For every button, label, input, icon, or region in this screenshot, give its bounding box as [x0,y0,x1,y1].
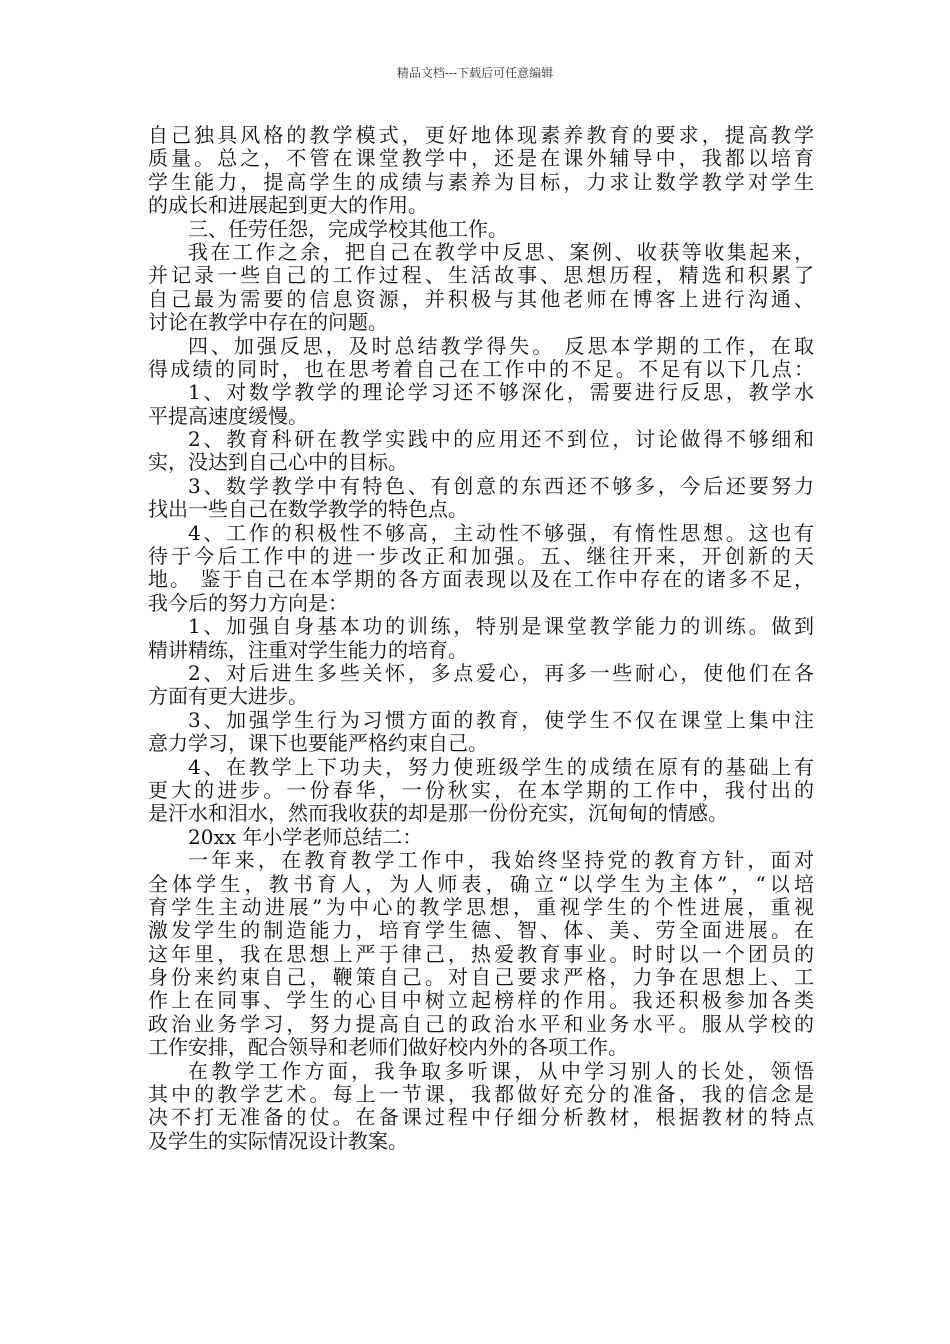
text-line: 质量。总之，不管在课堂教学中，还是在课外辅导中，我都以培育 [148,146,814,171]
text-line: 3、加强学生行为习惯方面的教育，使学生不仅在课堂上集中注 [188,707,814,732]
text-line: 意力学习，课下也要能严格约束自己。 [148,731,488,756]
text-line: 的成长和进展起到更大的作用。 [148,193,428,218]
text-line: 及学生的实际情况设计教案。 [148,1128,408,1153]
text-line: 4、在教学上下功夫，努力使班级学生的成绩在原有的基础上有 [188,754,814,779]
text-line: 政治业务学习，努力提高自己的政治水平和业务水平。服从学校的 [148,1011,814,1036]
text-line: 四、加强反思，及时总结教学得失。 反思本学期的工作，在取 [188,333,814,358]
text-line: 作上在同事、学生的心目中树立起榜样的作用。我还积极参加各类 [148,988,814,1013]
text-line: 三、任劳任怨，完成学校其他工作。 [188,216,508,241]
text-line: 我在工作之余，把自己在教学中反思、案例、收获等收集起来， [188,239,814,264]
text-line: 是汗水和泪水，然而我收获的却是那一份份充实，沉甸甸的情感。 [148,801,728,826]
text-line: 激发学生的制造能力，培育学生德、智、体、美、劳全面进展。在 [148,918,814,943]
text-line: 讨论在教学中存在的问题。 [148,310,388,335]
text-line: 2、对后进生多些关怀，多点爱心，再多一些耐心，使他们在各 [188,660,814,685]
text-line: 2、教育科研在教学实践中的应用还不到位，讨论做得不够细和 [188,427,814,452]
text-line: 更大的进步。一份春华，一份秋实，在本学期的工作中，我付出的 [148,777,814,802]
text-line: 育学生主动进展”为中心的教学思想，重视学生的个性进展，重视 [148,894,814,919]
text-line: 待于今后工作中的进一步改正和加强。五、继往开来，开创新的天 [148,544,814,569]
text-line: 学生能力，提高学生的成绩与素养为目标，力求让数学教学对学生 [148,169,814,194]
text-line: 一年来，在教育教学工作中，我始终坚持党的教育方针，面对 [188,848,814,873]
text-line: 身份来约束自己，鞭策自己。对自己要求严格，力争在思想上、工 [148,965,814,990]
text-line: 其中的教学艺术。每上一节课，我都做好充分的准备，我的信念是 [148,1082,814,1107]
text-line: 3、数学教学中有特色、有创意的东西还不够多，今后还要努力 [188,473,814,498]
text-line: 工作安排，配合领导和老师们做好校内外的各项工作。 [148,1035,628,1060]
text-line: 4、工作的积极性不够高，主动性不够强，有惰性思想。这也有 [188,520,814,545]
text-line: 1、对数学教学的理论学习还不够深化，需要进行反思，教学水 [188,380,814,405]
text-line: 我今后的努力方向是： [148,590,348,615]
page-header: 精品文档---下载后可任意编辑 [396,66,554,80]
text-line: 20xx 年小学老师总结二： [188,824,423,849]
text-line: 平提高速度缓慢。 [148,403,308,428]
document-body [148,124,814,1153]
text-line: 1、加强自身基本功的训练，特别是课堂教学能力的训练。做到 [188,614,814,639]
text-line: 找出一些自己在数学教学的特色点。 [148,497,468,522]
text-line: 在教学工作方面，我争取多听课，从中学习别人的长处，领悟 [188,1058,814,1083]
text-line: 自己独具风格的教学模式，更好地体现素养教育的要求，提高教学 [148,123,814,147]
text-line: 这年里，我在思想上严于律己，热爱教育事业。时时以一个团员的 [148,941,814,966]
text-line: 精讲精练，注重对学生能力的培育。 [148,637,468,662]
text-line: 得成绩的同时，也在思考着自己在工作中的不足。不足有以下几点： [148,356,814,381]
text-line: 决不打无准备的仗。在备课过程中仔细分析教材，根据教材的特点 [148,1105,814,1130]
text-line: 地。 鉴于自己在本学期的各方面表现以及在工作中存在的诸多不足， [148,567,814,592]
text-line: 方面有更大进步。 [148,684,308,709]
text-line: 全体学生，教书育人，为人师表，确立“以学生为主体”，“以培 [148,871,814,896]
text-line: 实，没达到自己心中的目标。 [148,450,408,475]
text-line: 并记录一些自己的工作过程、生活故事、思想历程，精选和积累了 [148,263,814,288]
text-line: 自己最为需要的信息资源，并积极与其他老师在博客上进行沟通、 [148,286,814,311]
